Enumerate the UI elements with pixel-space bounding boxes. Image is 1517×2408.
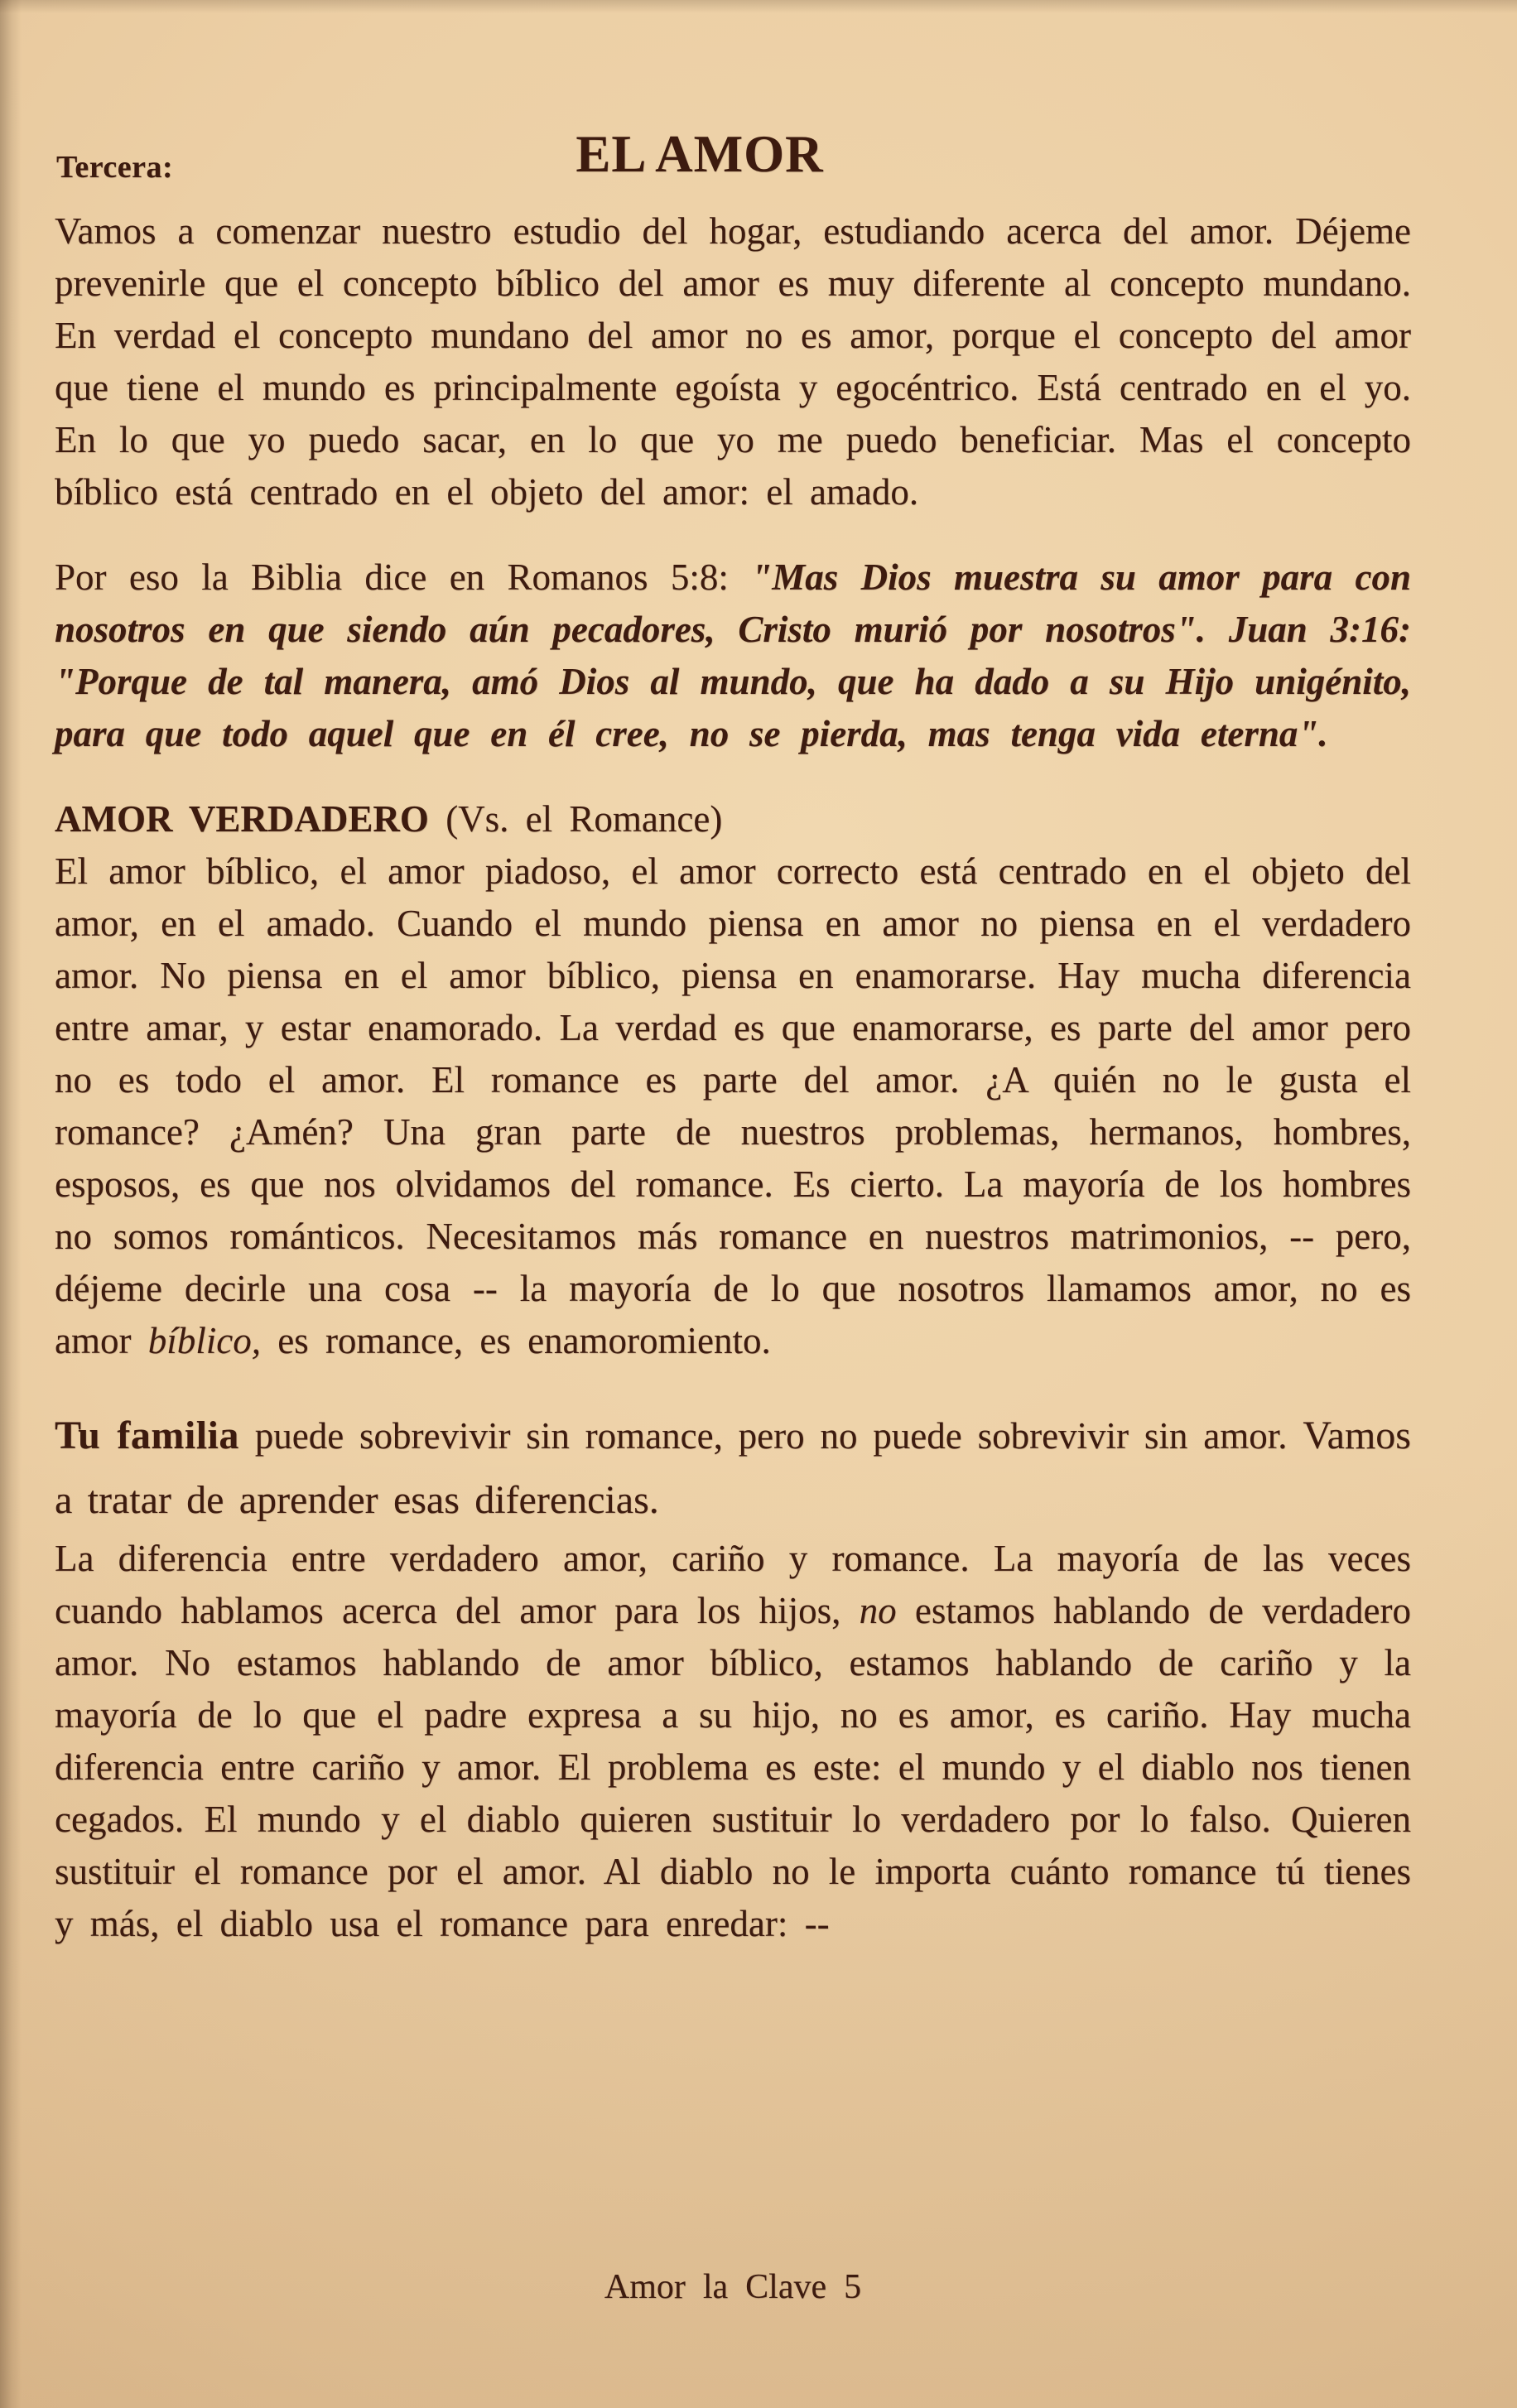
- text-segment: puede sobrevivir sin romance, pero no puede sobrevivir sin amor.: [238, 1415, 1303, 1457]
- page-footer-title-page-number: Amor la Clave 5: [604, 2268, 862, 2306]
- text-segment: Vamos a tratar de aprender esas diferencias.: [55, 1413, 1411, 1522]
- text-segment: Tu familia: [55, 1413, 239, 1457]
- text-segment: Juan 3:16: "Porque de tal manera, amó Dios al mundo, que ha dado a su Hijo unigénito, para que todo aquel que en él cree, no se pierda, mas tenga vida eterna".: [55, 609, 1411, 754]
- text-segment: La diferencia entre verdadero amor, cariño y romance. La mayoría de las veces cuando hablamos acerca del amor para los hijos,: [55, 1538, 1411, 1631]
- page-header: [55, 114, 1411, 194]
- paragraph-tu-familia: [55, 1404, 1411, 1533]
- section-kicker: Tercera:: [56, 150, 174, 185]
- text-segment: es romance, es enamoromiento.: [260, 1320, 771, 1361]
- paragraph-intro: [55, 205, 1411, 518]
- text-segment: AMOR VERDADERO: [55, 798, 429, 840]
- text-segment: no: [859, 1590, 897, 1631]
- page-title: EL AMOR: [575, 125, 824, 183]
- section-heading-amor-verdadero: [55, 793, 1411, 845]
- text-segment: (Vs. el Romance): [428, 798, 723, 840]
- text-segment: "Mas Dios muestra su amor para con nosotros en que siendo aún pecadores, Cristo murió por nosotros".: [55, 556, 1411, 650]
- paragraph-scripture-quotes: [55, 551, 1411, 760]
- text-segment: Por eso la Biblia dice en Romanos 5:8:: [55, 556, 752, 598]
- text-segment: estamos hablando de verdadero amor. No estamos hablando de amor bíblico, estamos hablando de cariño y la mayoría de lo que el padre expresa a su hijo, no es amor, es cariño. Hay mucha diferencia entre cariño y amor. El problema es este: el mundo y el diablo nos tienen cegados. El mundo y el diablo quieren sustituir lo verdadero por lo falso. Quieren sustituir el romance por el amor. Al diablo no le importa cuánto romance tú tienes y más, el diablo usa el romance para enredar: --: [55, 1590, 1411, 1944]
- paragraph-diferencia-carino-romance: [55, 1533, 1411, 1950]
- paragraph-amor-verdadero-body: [55, 845, 1411, 1367]
- text-segment: bíblico,: [147, 1320, 261, 1361]
- text-segment: El amor bíblico, el amor piadoso, el amor correcto está centrado en el objeto del amor, en el amado. Cuando el mundo piensa en amor no piensa en el verdadero amor. No piensa en el amor bíblico, piensa en enamorarse. Hay mucha diferencia entre amar, y estar enamorado. La verdad es que enamorarse, es parte del amor pero no es todo el amor. El romance es parte del amor. ¿A quién no le gusta el romance? ¿Amén? Una gran parte de nuestros problemas, hermanos, hombres, esposos, es que nos olvidamos del romance. Es cierto. La mayoría de los hombres no somos románticos. Necesitamos más romance en nuestros matrimonios, -- pero, déjeme decirle una cosa -- la mayoría de lo que nosotros llamamos amor, no es amor: [55, 850, 1411, 1361]
- text-segment: Vamos a comenzar nuestro estudio del hogar, estudiando acerca del amor. Déjeme prevenirle que el concepto bíblico del amor es muy diferente al concepto mundano. En verdad el concepto mundano del amor no es amor, porque el concepto del amor que tiene el mundo es principalmente egoísta y egocéntrico. Está centrado en el yo. En lo que yo puedo sacar, en lo que yo me puedo beneficiar. Mas el concepto bíblico está centrado en el objeto del amor: el amado.: [55, 210, 1411, 513]
